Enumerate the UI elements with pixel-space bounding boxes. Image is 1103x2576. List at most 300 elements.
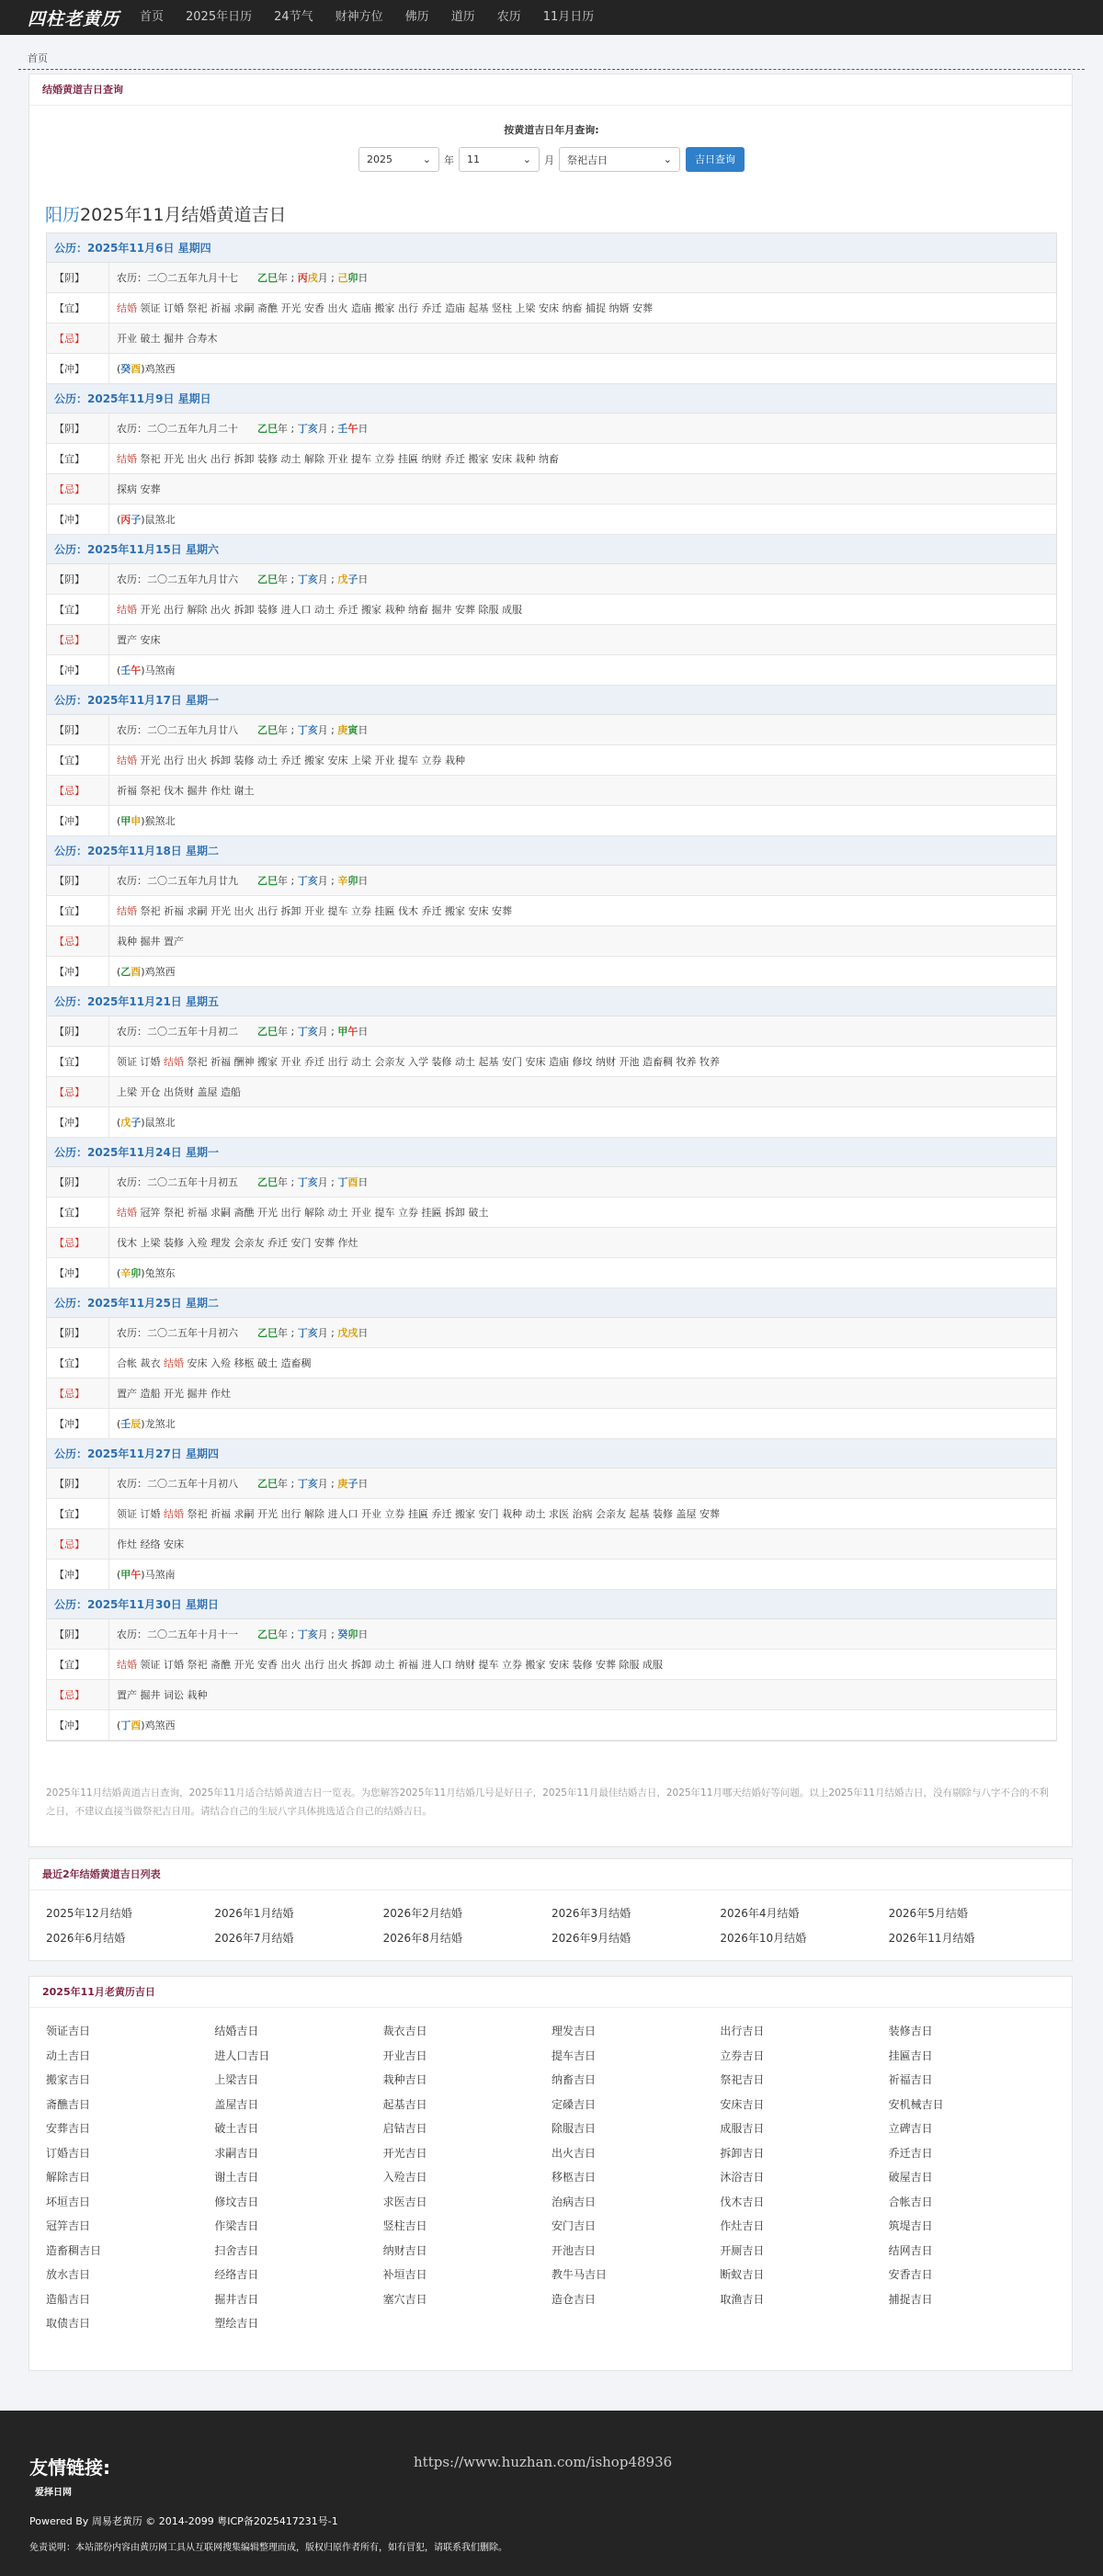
almanac-link[interactable]: 立碑吉日 <box>888 2122 933 2135</box>
almanac-link[interactable]: 沐浴吉日 <box>720 2171 765 2184</box>
almanac-link[interactable]: 竖柱吉日 <box>382 2219 427 2232</box>
activity-tag[interactable]: 栽种 <box>384 604 405 616</box>
activity-tag[interactable]: 开光 <box>257 1207 278 1219</box>
activity-tag[interactable]: 造畜稠 <box>642 1056 673 1068</box>
nav-item[interactable]: 首页 <box>140 10 165 24</box>
almanac-link[interactable]: 取渔吉日 <box>720 2292 765 2306</box>
recent-link[interactable]: 2026年5月结婚 <box>888 1907 968 1920</box>
recent-link[interactable]: 2025年12月结婚 <box>46 1907 132 1920</box>
activity-tag[interactable]: 上梁 <box>515 302 536 314</box>
lunar-info: 农历：二〇二五年九月廿九 乙巳年 ; 丁亥月 ; 辛卯日 <box>117 875 369 887</box>
activity-tag[interactable]: 开业 <box>351 1207 371 1219</box>
activity-tag[interactable]: 起基 <box>468 302 489 314</box>
activity-tag[interactable]: 安葬 <box>596 1659 616 1671</box>
activity-tag[interactable]: 造庙 <box>445 302 465 314</box>
activity-tag[interactable]: 结婚 <box>117 302 137 314</box>
almanac-link[interactable]: 成服吉日 <box>720 2122 765 2135</box>
activity-tag[interactable]: 开光 <box>257 1508 278 1520</box>
activity-tag[interactable]: 伐木 <box>398 905 418 917</box>
almanac-link[interactable]: 立券吉日 <box>720 2048 765 2062</box>
activity-tag[interactable]: 开光 <box>164 453 184 465</box>
activity-tag[interactable]: 纳婿 <box>608 302 630 314</box>
activity-tag[interactable]: 立券 <box>421 755 442 766</box>
activity-tag[interactable]: 祈福 <box>398 1659 418 1671</box>
activity-tag[interactable]: 搬家 <box>304 755 324 766</box>
activity-tag[interactable]: 安香 <box>257 1659 278 1671</box>
almanac-link[interactable]: 理发吉日 <box>551 2025 596 2037</box>
activity-tag[interactable]: 安葬 <box>632 302 653 314</box>
recent-link[interactable]: 2026年7月结婚 <box>214 1931 294 1945</box>
almanac-link[interactable]: 订婚吉日 <box>46 2146 91 2160</box>
activity-tag[interactable]: 挂匾 <box>408 1508 428 1520</box>
activity-tag[interactable]: 成服 <box>642 1659 663 1671</box>
almanac-link[interactable]: 启钻吉日 <box>382 2122 427 2135</box>
activity-tag[interactable]: 乔迁 <box>337 604 358 616</box>
almanac-link[interactable]: 除服吉日 <box>551 2122 596 2135</box>
almanac-link[interactable]: 进人口吉日 <box>214 2048 270 2062</box>
nav-item[interactable]: 道历 <box>450 10 475 24</box>
activity-tag[interactable]: 挂匾 <box>398 453 418 465</box>
activity-tag[interactable]: 提车 <box>351 453 371 465</box>
activity-tag[interactable]: 祭祀 <box>187 302 208 314</box>
site-logo[interactable]: 四柱老黄历 <box>28 9 120 29</box>
breadcrumb-home[interactable]: 首页 <box>28 52 48 64</box>
activity-tag[interactable]: 装修 <box>257 604 278 616</box>
activity-tag[interactable]: 开业 <box>374 755 395 766</box>
activity-tag[interactable]: 祭祀 <box>140 453 161 465</box>
activity-tag[interactable]: 结婚 <box>117 1207 137 1219</box>
activity-tag[interactable]: 会亲友 <box>374 1056 405 1068</box>
activity-tag[interactable]: 动土 <box>455 1056 475 1068</box>
activity-tag[interactable]: 纳财 <box>455 1659 475 1671</box>
activity-tag[interactable]: 安门 <box>502 1056 522 1068</box>
activity-tag[interactable]: 安床 <box>327 755 348 766</box>
activity-tag[interactable]: 搬家 <box>374 302 395 314</box>
activity-tag[interactable]: 开业 <box>361 1508 381 1520</box>
activity-tag[interactable]: 酬神 <box>233 1056 255 1068</box>
activity-tag[interactable]: 安床 <box>539 302 559 314</box>
almanac-link[interactable]: 经络吉日 <box>214 2268 259 2281</box>
activity-tag[interactable]: 安门 <box>478 1508 499 1520</box>
activity-tag[interactable]: 出行 <box>304 1659 324 1671</box>
activity-tag[interactable]: 动土 <box>314 604 335 616</box>
almanac-link[interactable]: 治病吉日 <box>551 2195 596 2208</box>
activity-tag[interactable]: 安葬 <box>492 905 512 917</box>
nav-item[interactable]: 财神方位 <box>335 10 383 24</box>
almanac-link[interactable]: 谢土吉日 <box>214 2171 259 2184</box>
almanac-link[interactable]: 斋醮吉日 <box>46 2097 91 2111</box>
almanac-link[interactable]: 求医吉日 <box>382 2195 427 2208</box>
activity-tag[interactable]: 订婚 <box>164 1659 184 1671</box>
activity-tag[interactable]: 牧养 <box>676 1056 697 1068</box>
nav-item[interactable]: 2025年日历 <box>186 10 253 24</box>
activity-tag[interactable]: 开业 <box>304 905 324 917</box>
activity-tag[interactable]: 修坟 <box>572 1056 593 1068</box>
activity-tag[interactable]: 装修 <box>653 1508 673 1520</box>
activity-tag[interactable]: 起基 <box>478 1056 499 1068</box>
activity-tag[interactable]: 结婚 <box>164 1056 184 1068</box>
almanac-link[interactable]: 掘井吉日 <box>214 2292 259 2306</box>
activity-tag[interactable]: 开光 <box>280 302 301 314</box>
activity-tag[interactable]: 治病 <box>572 1508 593 1520</box>
activity-tag[interactable]: 求嗣 <box>233 1508 255 1520</box>
almanac-link[interactable]: 结婚吉日 <box>214 2025 259 2037</box>
almanac-link[interactable]: 塞穴吉日 <box>382 2292 427 2306</box>
activity-tag[interactable]: 开业 <box>327 453 348 465</box>
almanac-link[interactable]: 扫舍吉日 <box>214 2243 259 2257</box>
activity-tag[interactable]: 立券 <box>398 1207 418 1219</box>
almanac-link[interactable]: 筑堤吉日 <box>888 2219 933 2232</box>
activity-tag[interactable]: 造庙 <box>351 302 371 314</box>
almanac-link[interactable]: 安机械吉日 <box>888 2097 944 2111</box>
activity-tag[interactable]: 安床 <box>492 453 512 465</box>
activity-tag[interactable]: 出行 <box>257 905 278 917</box>
activity-tag[interactable]: 开光 <box>210 905 231 917</box>
activity-tag[interactable]: 结婚 <box>117 755 137 766</box>
activity-tag[interactable]: 搬家 <box>361 604 381 616</box>
activity-tag[interactable]: 掘井 <box>431 604 452 616</box>
activity-tag[interactable]: 纳畜 <box>408 604 428 616</box>
activity-tag[interactable]: 出火 <box>187 453 208 465</box>
activity-tag[interactable]: 结婚 <box>164 1508 184 1520</box>
activity-tag[interactable]: 装修 <box>572 1659 593 1671</box>
almanac-link[interactable]: 纳财吉日 <box>382 2243 427 2257</box>
activity-tag[interactable]: 拆卸 <box>233 604 255 616</box>
activity-tag[interactable]: 纳畜 <box>562 302 583 314</box>
nav-item[interactable]: 佛历 <box>404 10 429 24</box>
activity-tag[interactable]: 出火 <box>210 604 231 616</box>
activity-tag[interactable]: 安葬 <box>699 1508 720 1520</box>
almanac-link[interactable]: 搬家吉日 <box>46 2073 91 2086</box>
recent-link[interactable]: 2026年10月结婚 <box>720 1931 807 1945</box>
title-prefix[interactable]: 阳历 <box>45 205 81 225</box>
almanac-link[interactable]: 结网吉日 <box>888 2243 933 2257</box>
almanac-link[interactable]: 作灶吉日 <box>720 2219 765 2232</box>
activity-tag[interactable]: 解除 <box>187 604 208 616</box>
activity-tag[interactable]: 出行 <box>398 302 418 314</box>
activity-tag[interactable]: 安床 <box>468 905 489 917</box>
activity-tag[interactable]: 动土 <box>257 755 278 766</box>
almanac-link[interactable]: 起基吉日 <box>382 2097 427 2111</box>
activity-tag[interactable]: 进人口 <box>421 1659 452 1671</box>
activity-tag[interactable]: 除服 <box>478 604 499 616</box>
almanac-link[interactable]: 教牛马吉日 <box>551 2268 607 2281</box>
almanac-link[interactable]: 开池吉日 <box>551 2243 596 2257</box>
recent-link[interactable]: 2026年9月结婚 <box>551 1931 631 1945</box>
recent-link[interactable]: 2026年2月结婚 <box>382 1907 462 1920</box>
activity-tag[interactable]: 破土 <box>468 1207 489 1219</box>
almanac-link[interactable]: 破屋吉日 <box>888 2171 933 2184</box>
almanac-link[interactable]: 安床吉日 <box>720 2097 765 2111</box>
almanac-link[interactable]: 放水吉日 <box>46 2268 91 2281</box>
almanac-link[interactable]: 定磉吉日 <box>551 2097 596 2111</box>
recent-link[interactable]: 2026年8月结婚 <box>382 1931 462 1945</box>
activity-tag[interactable]: 开光 <box>140 604 161 616</box>
activity-tag[interactable]: 出火 <box>187 755 208 766</box>
almanac-link[interactable]: 修坟吉日 <box>214 2195 259 2208</box>
activity-tag[interactable]: 求医 <box>549 1508 569 1520</box>
almanac-link[interactable]: 乔迁吉日 <box>888 2146 933 2160</box>
ganzhi-branch: 卯 <box>347 1628 358 1640</box>
activity-tag[interactable]: 出火 <box>280 1659 301 1671</box>
nav-item[interactable]: 11月日历 <box>542 10 595 24</box>
activity-tag[interactable]: 出行 <box>210 453 231 465</box>
lunar-info: 农历：二〇二五年十月初二 乙巳年 ; 丁亥月 ; 甲午日 <box>117 1026 369 1038</box>
activity-tag[interactable]: 祈福 <box>210 1508 231 1520</box>
activity-tag[interactable]: 纳财 <box>421 453 442 465</box>
activity-tag[interactable]: 结婚 <box>164 1357 184 1369</box>
activity-tag[interactable]: 拆卸 <box>280 905 301 917</box>
day-row-yin <box>47 1167 1056 1197</box>
almanac-link[interactable]: 冠笄吉日 <box>46 2219 91 2232</box>
activity-tag[interactable]: 祭祀 <box>140 905 161 917</box>
activity-tag[interactable]: 订婚 <box>140 1056 161 1068</box>
activity-tag[interactable]: 动土 <box>327 1207 348 1219</box>
almanac-link[interactable]: 补垣吉日 <box>382 2268 427 2281</box>
activity-tag[interactable]: 订婚 <box>140 1508 161 1520</box>
activity-tag[interactable]: 出行 <box>327 1056 348 1068</box>
almanac-link[interactable]: 移柩吉日 <box>551 2171 596 2184</box>
activity-tag[interactable]: 搬家 <box>445 905 465 917</box>
activity-tag[interactable]: 出行 <box>280 1508 301 1520</box>
activity-tag[interactable]: 搬家 <box>257 1056 278 1068</box>
activity-tag[interactable]: 装修 <box>257 453 278 465</box>
almanac-link[interactable]: 挂匾吉日 <box>888 2048 933 2062</box>
activity-tag[interactable]: 动土 <box>525 1508 546 1520</box>
activity-tag[interactable]: 领证 <box>140 302 161 314</box>
almanac-link[interactable]: 伐木吉日 <box>720 2195 765 2208</box>
almanac-link[interactable]: 领证吉日 <box>46 2025 91 2037</box>
activity-tag[interactable]: 动土 <box>374 1659 395 1671</box>
activity-tag[interactable]: 祭祀 <box>187 1508 208 1520</box>
activity-tag[interactable]: 出火 <box>327 302 348 314</box>
activity-tag[interactable]: 搬家 <box>455 1508 475 1520</box>
almanac-link[interactable]: 祈福吉日 <box>888 2073 933 2086</box>
almanac-link[interactable]: 装修吉日 <box>888 2025 933 2037</box>
recent-link[interactable]: 2026年3月结婚 <box>551 1907 631 1920</box>
almanac-link[interactable]: 拆卸吉日 <box>720 2146 765 2160</box>
activity-tag[interactable]: 拆卸 <box>210 755 231 766</box>
almanac-link[interactable]: 解除吉日 <box>46 2171 91 2184</box>
activity-tag[interactable]: 安葬 <box>455 604 475 616</box>
activity-tag[interactable]: 动土 <box>351 1056 371 1068</box>
almanac-link[interactable]: 祭祀吉日 <box>720 2073 765 2086</box>
almanac-link[interactable]: 安香吉日 <box>888 2268 933 2281</box>
activity-tag[interactable]: 提车 <box>478 1659 499 1671</box>
activity-tag[interactable]: 领证 <box>140 1659 161 1671</box>
almanac-link[interactable]: 出行吉日 <box>720 2025 765 2037</box>
almanac-link[interactable]: 盖屋吉日 <box>214 2097 259 2111</box>
activity-tag[interactable]: 解除 <box>304 1207 324 1219</box>
activity-tag[interactable]: 会亲友 <box>596 1508 626 1520</box>
recent-link[interactable]: 2026年1月结婚 <box>214 1907 294 1920</box>
activity-tag[interactable]: 冠笄 <box>140 1207 161 1219</box>
activity-tag[interactable]: 搬家 <box>525 1659 546 1671</box>
almanac-link[interactable]: 安门吉日 <box>551 2219 596 2232</box>
activity-tag[interactable]: 入殓 <box>210 1357 231 1369</box>
almanac-link[interactable]: 作梁吉日 <box>214 2219 259 2232</box>
activity-tag[interactable]: 拆卸 <box>233 453 255 465</box>
almanac-link[interactable]: 断蚁吉日 <box>720 2268 765 2281</box>
activity-tag[interactable]: 出行 <box>164 755 184 766</box>
almanac-link[interactable]: 破土吉日 <box>214 2122 259 2135</box>
activity-tag[interactable]: 纳财 <box>596 1056 616 1068</box>
almanac-link[interactable]: 提车吉日 <box>551 2048 596 2062</box>
activity-tag[interactable]: 乔迁 <box>304 1056 324 1068</box>
activity-tag[interactable]: 移柩 <box>233 1357 255 1369</box>
activity-tag[interactable]: 拆卸 <box>351 1659 371 1671</box>
almanac-link[interactable]: 动土吉日 <box>46 2048 91 2062</box>
activity-tag[interactable]: 斋醮 <box>210 1659 231 1671</box>
almanac-link[interactable]: 造仓吉日 <box>551 2292 596 2306</box>
activity-tag[interactable]: 结婚 <box>117 905 137 917</box>
nav-item[interactable]: 24节气 <box>274 10 313 24</box>
type-select[interactable] <box>559 147 680 172</box>
almanac-link[interactable]: 造畜稠吉日 <box>46 2243 102 2257</box>
activity-tag[interactable]: 祈福 <box>187 1207 208 1219</box>
almanac-link[interactable]: 合帐吉日 <box>888 2195 933 2208</box>
almanac-link[interactable]: 求嗣吉日 <box>214 2146 259 2160</box>
recent-card-title: 最近2年结婚黄道吉日列表 <box>29 1859 1072 1890</box>
activity-tag[interactable]: 结婚 <box>117 604 137 616</box>
activity-tag[interactable]: 解除 <box>304 1508 324 1520</box>
activity-tag[interactable]: 祭祀 <box>187 1659 208 1671</box>
almanac-link[interactable]: 塑绘吉日 <box>214 2317 259 2330</box>
activity-tag[interactable]: 纳畜 <box>539 453 559 465</box>
suitable-activities <box>109 595 1056 624</box>
nav-item[interactable]: 农历 <box>496 10 521 24</box>
query-button[interactable]: 吉日查询 <box>686 147 745 172</box>
activity-tag[interactable]: 求嗣 <box>187 905 208 917</box>
activity-tag[interactable]: 开光 <box>140 755 161 766</box>
activity-tag[interactable]: 盖屋 <box>676 1508 697 1520</box>
recent-link[interactable]: 2026年6月结婚 <box>46 1931 126 1945</box>
activity-tag[interactable]: 进人口 <box>327 1508 358 1520</box>
ganzhi-stem: 乙 <box>256 724 267 736</box>
activity-tag[interactable]: 立券 <box>374 453 395 465</box>
activity-tag[interactable]: 订婚 <box>164 302 184 314</box>
activity-tag[interactable]: 造庙 <box>549 1056 569 1068</box>
activity-tag[interactable]: 裁衣 <box>140 1357 161 1369</box>
activity-tag[interactable]: 动土 <box>280 453 301 465</box>
activity-tag[interactable]: 立券 <box>384 1508 405 1520</box>
activity-tag[interactable]: 竖柱 <box>492 302 512 314</box>
activity-tag[interactable]: 挂匾 <box>421 1207 442 1219</box>
activity-tag[interactable]: 乔迁 <box>280 755 301 766</box>
activity-tag[interactable]: 祈福 <box>210 1056 231 1068</box>
activity-tag[interactable]: 解除 <box>304 453 324 465</box>
almanac-link[interactable]: 坏垣吉日 <box>46 2195 91 2208</box>
activity-tag[interactable]: 求嗣 <box>210 1207 231 1219</box>
activity-tag[interactable]: 装修 <box>233 755 255 766</box>
almanac-link[interactable]: 开光吉日 <box>382 2146 427 2160</box>
activity-tag[interactable]: 立券 <box>502 1659 522 1671</box>
activity-tag[interactable]: 进人口 <box>280 604 312 616</box>
activity-tag[interactable]: 提车 <box>374 1207 395 1219</box>
activity-tag[interactable]: 祈福 <box>210 302 231 314</box>
activity-tag[interactable]: 开业 <box>280 1056 301 1068</box>
activity-tag[interactable]: 提车 <box>398 755 418 766</box>
almanac-link[interactable]: 安葬吉日 <box>46 2122 91 2135</box>
almanac-link[interactable]: 开业吉日 <box>382 2048 427 2062</box>
activity-tag[interactable]: 栽种 <box>445 755 465 766</box>
activity-tag[interactable]: 立券 <box>351 905 371 917</box>
activity-tag[interactable]: 求嗣 <box>233 302 255 314</box>
activity-tag[interactable]: 出行 <box>280 1207 301 1219</box>
activity-tag[interactable]: 安床 <box>525 1056 546 1068</box>
activity-tag[interactable]: 结婚 <box>117 453 137 465</box>
almanac-link[interactable]: 上梁吉日 <box>214 2073 259 2086</box>
activity-tag[interactable]: 出行 <box>164 604 184 616</box>
almanac-link[interactable]: 造船吉日 <box>46 2292 91 2306</box>
clash-stem: 乙 <box>120 966 131 978</box>
activity-tag[interactable]: 入学 <box>408 1056 428 1068</box>
activity-tag[interactable]: 拆卸 <box>445 1207 465 1219</box>
lunar-info: 农历：二〇二五年十月十一 乙巳年 ; 丁亥月 ; 癸卯日 <box>117 1628 369 1640</box>
activity-tag[interactable]: 开光 <box>233 1659 255 1671</box>
activity-tag[interactable]: 安床 <box>187 1357 208 1369</box>
activity-tag[interactable]: 合帐 <box>117 1357 137 1369</box>
activity-tag[interactable]: 提车 <box>327 905 348 917</box>
almanac-link[interactable]: 捕捉吉日 <box>888 2292 933 2306</box>
almanac-link[interactable]: 入殓吉日 <box>382 2171 427 2184</box>
activity-tag[interactable]: 除服 <box>619 1659 640 1671</box>
activity-tag[interactable]: 起基 <box>629 1508 650 1520</box>
activity-tag[interactable]: 出火 <box>327 1659 348 1671</box>
activity-tag[interactable]: 挂匾 <box>374 905 395 917</box>
activity-tag[interactable]: 乔迁 <box>431 1508 452 1520</box>
activity-tag[interactable]: 破土 <box>257 1357 278 1369</box>
activity-tag[interactable]: 乔迁 <box>421 302 442 314</box>
activity-tag[interactable]: 造畜稠 <box>280 1357 312 1369</box>
almanac-link[interactable]: 出火吉日 <box>551 2146 596 2160</box>
activity-tag[interactable]: 安香 <box>304 302 324 314</box>
recent-link[interactable]: 2026年11月结婚 <box>888 1931 975 1945</box>
activity-tag[interactable]: 领证 <box>117 1056 137 1068</box>
almanac-link[interactable]: 纳畜吉日 <box>551 2073 596 2086</box>
month-select[interactable] <box>459 147 540 172</box>
activity-tag[interactable]: 祭祀 <box>187 1056 208 1068</box>
almanac-link[interactable]: 栽种吉日 <box>382 2073 427 2086</box>
activity-tag[interactable]: 栽种 <box>502 1508 522 1520</box>
activity-tag[interactable]: 祭祀 <box>164 1207 184 1219</box>
almanac-link[interactable]: 取债吉日 <box>46 2317 91 2330</box>
activity-tag[interactable]: 上梁 <box>351 755 371 766</box>
activity-tag[interactable]: 牧养 <box>699 1056 720 1068</box>
activity-tag[interactable]: 领证 <box>117 1508 137 1520</box>
activity-tag[interactable]: 成服 <box>502 604 522 616</box>
almanac-link[interactable]: 裁衣吉日 <box>382 2025 427 2037</box>
friend-link[interactable]: 爱择日网 <box>35 2488 72 2498</box>
activity-tag[interactable]: 装修 <box>431 1056 452 1068</box>
activity-tag[interactable]: 安床 <box>549 1659 569 1671</box>
recent-link[interactable]: 2026年4月结婚 <box>720 1907 800 1920</box>
activity-tag[interactable]: 搬家 <box>468 453 489 465</box>
activity-tag[interactable]: 捕捉 <box>586 302 606 314</box>
avoid-activities: 伐木 上梁 装修 入殓 理发 会亲友 乔迁 安门 安葬 作灶 <box>117 1237 358 1249</box>
activity-tag[interactable]: 斋醮 <box>257 302 278 314</box>
activity-tag[interactable]: 开池 <box>619 1056 640 1068</box>
activity-tag[interactable]: 结婚 <box>117 1659 137 1671</box>
activity-tag[interactable]: 祈福 <box>164 905 184 917</box>
almanac-link[interactable]: 开厕吉日 <box>720 2243 765 2257</box>
activity-tag[interactable]: 乔迁 <box>445 453 465 465</box>
activity-tag[interactable]: 乔迁 <box>421 905 442 917</box>
year-select[interactable] <box>358 147 439 172</box>
activity-tag[interactable]: 斋醮 <box>233 1207 255 1219</box>
activity-tag[interactable]: 栽种 <box>515 453 536 465</box>
activity-tag[interactable]: 出火 <box>233 905 255 917</box>
